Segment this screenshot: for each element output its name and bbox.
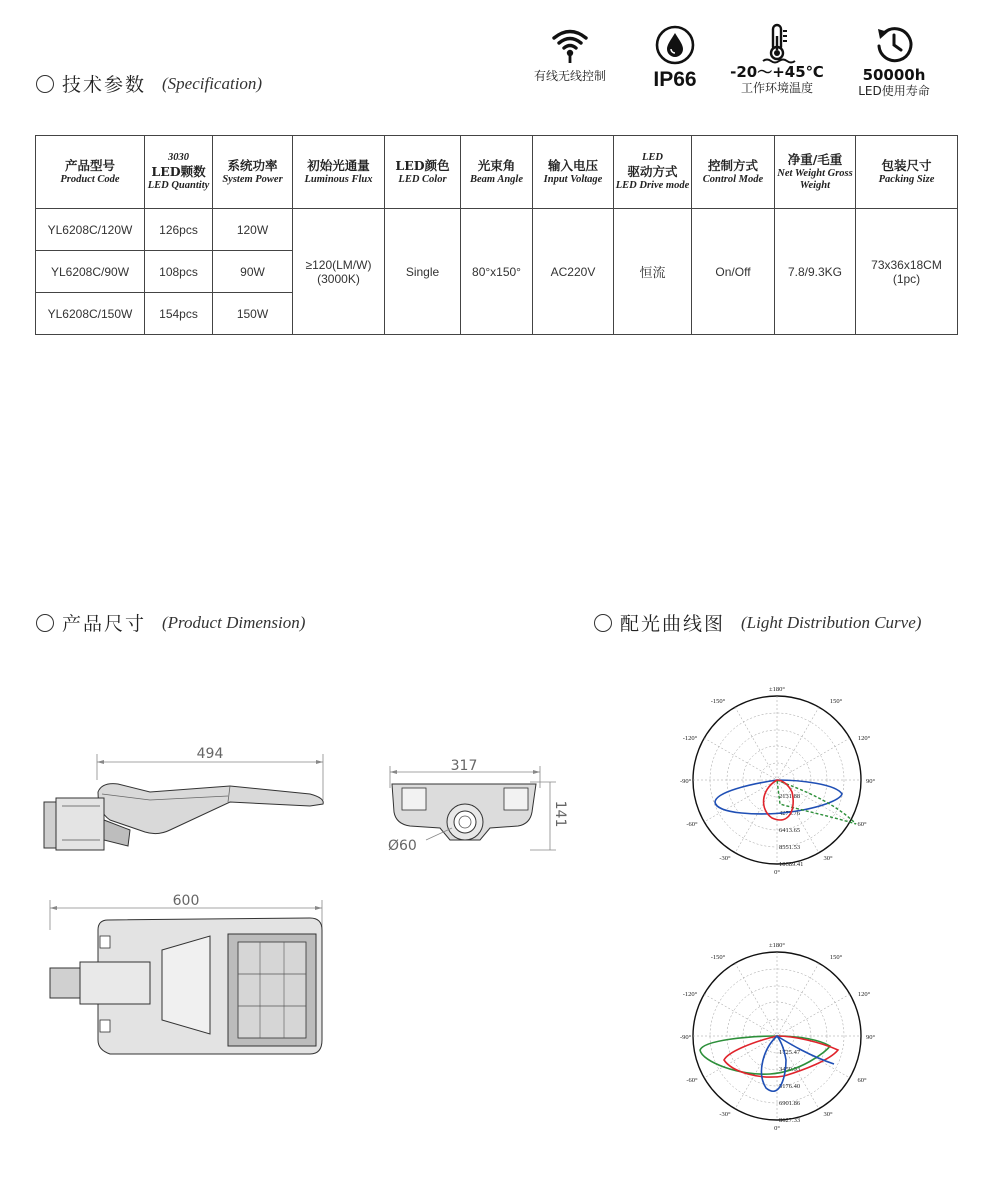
light-curve-title-cn: 配光曲线图	[620, 613, 726, 635]
header-cn: 控制方式	[707, 158, 758, 173]
wifi-remote-icon	[550, 24, 590, 64]
header-en: LED Color	[398, 174, 447, 185]
ring-label: 2131.88	[779, 793, 801, 800]
header-pre: 3030	[168, 152, 189, 163]
cell-input-voltage: AC220V	[533, 209, 614, 335]
angle-label: -30°	[719, 1111, 731, 1118]
cell-product-code: YL6208C/150W	[36, 293, 145, 335]
header-en: LED Quantity	[147, 180, 210, 191]
angle-label: 150°	[829, 698, 843, 705]
header-system-power	[213, 136, 293, 209]
header-en: Control Mode	[702, 174, 764, 185]
ring-label: 3450.93	[779, 1066, 801, 1073]
feature-ip66	[630, 24, 720, 92]
feature-temperature	[722, 22, 832, 96]
flux-line-2: (3000K)	[317, 271, 360, 286]
cell-led-quantity: 126pcs	[145, 209, 213, 251]
cell-weight: 7.8/9.3KG	[775, 209, 856, 335]
header-en: LED Drive mode	[615, 180, 690, 191]
cell-system-power: 120W	[213, 209, 293, 251]
angle-label: -90°	[680, 1034, 692, 1041]
ring-label: 1725.47	[779, 1049, 801, 1056]
angle-label: -60°	[686, 1077, 698, 1084]
cell-packing-size	[856, 209, 958, 335]
header-en: Net Weight Gross Weight	[777, 168, 853, 191]
header-cn: LED颜色	[395, 158, 450, 173]
angle-label: 30°	[823, 1111, 833, 1118]
angle-label: ±180°	[769, 942, 785, 949]
feature-temperature-label: 工作环境温度	[740, 81, 813, 95]
header-input-voltage	[533, 136, 614, 209]
polar-chart-2	[680, 936, 876, 1136]
angle-label: 120°	[857, 735, 871, 742]
ring-label: 10689.41	[779, 861, 804, 868]
side-view-drawing	[40, 740, 340, 870]
angle-label: -60°	[686, 821, 698, 828]
header-cn: 产品型号	[64, 158, 115, 173]
angle-label: 60°	[857, 821, 867, 828]
ring-label: 6901.86	[779, 1100, 801, 1107]
cell-system-power: 90W	[213, 251, 293, 293]
header-control-mode	[692, 136, 775, 209]
header-en: Input Voltage	[543, 174, 603, 185]
angle-label: 0°	[774, 1125, 780, 1132]
cell-control-mode: On/Off	[692, 209, 775, 335]
cell-led-quantity: 108pcs	[145, 251, 213, 293]
angle-label: ±180°	[769, 686, 785, 693]
feature-ip66-label: IP66	[653, 68, 697, 91]
angle-label: -150°	[710, 698, 726, 705]
table-row	[36, 209, 958, 251]
angle-label: 120°	[857, 991, 871, 998]
pack-line-2: (1pc)	[892, 271, 921, 286]
feature-lifetime-label: LED使用寿命	[858, 84, 930, 98]
spec-section-title	[36, 70, 262, 97]
spec-title-en: (Specification)	[162, 73, 263, 93]
header-en: Packing Size	[878, 174, 935, 185]
dimension-title-en: (Product Dimension)	[162, 612, 306, 632]
angle-label: 90°	[866, 1034, 876, 1041]
feature-lifetime	[842, 24, 946, 99]
header-luminous-flux	[293, 136, 385, 209]
header-weight	[775, 136, 856, 209]
header-cn: 系统功率	[227, 158, 278, 173]
front-view-drawing	[380, 752, 570, 862]
angle-label: -90°	[680, 778, 692, 785]
angle-label: 60°	[857, 1077, 867, 1084]
light-curve-section-title	[594, 609, 921, 636]
angle-label: 30°	[823, 855, 833, 862]
cell-led-quantity: 154pcs	[145, 293, 213, 335]
polar-chart-1	[680, 680, 876, 880]
top-view-drawing	[40, 890, 340, 1065]
spec-table	[35, 135, 958, 335]
clock-icon	[874, 24, 914, 64]
header-cn: 输入电压	[547, 158, 598, 173]
cell-drive-mode: 恒流	[614, 209, 692, 335]
spec-title-cn: 技术参数	[62, 74, 147, 96]
cell-led-color: Single	[385, 209, 461, 335]
angle-label: -30°	[719, 855, 731, 862]
light-curve-title-en: (Light Distribution Curve)	[741, 612, 922, 632]
dim-pole-diameter: Ø60	[388, 838, 417, 854]
header-packing-size	[856, 136, 958, 209]
table-header-row	[36, 136, 958, 209]
feature-wireless	[520, 24, 620, 84]
dimension-title-cn: 产品尺寸	[62, 613, 147, 635]
angle-label: -120°	[682, 991, 698, 998]
header-drive-mode	[614, 136, 692, 209]
cell-beam-angle: 80°x150°	[461, 209, 533, 335]
section-bullet-icon	[36, 614, 54, 632]
ring-label: 6413.65	[779, 827, 801, 834]
ring-label: 8551.53	[779, 844, 801, 851]
angle-label: -120°	[682, 735, 698, 742]
header-beam-angle	[461, 136, 533, 209]
angle-label: 90°	[866, 778, 876, 785]
thermometer-icon	[757, 22, 797, 64]
cell-system-power: 150W	[213, 293, 293, 335]
header-en: System Power	[222, 174, 283, 185]
angle-label: 150°	[829, 954, 843, 961]
header-cn: 光束角	[477, 158, 516, 173]
dimension-section-title	[36, 609, 305, 636]
ring-label: 4275.76	[779, 810, 801, 817]
header-en: Beam Angle	[470, 174, 523, 185]
angle-label: 0°	[774, 869, 780, 876]
header-en: Luminous Flux	[304, 174, 373, 185]
feature-temperature-value: -20～+45℃	[730, 63, 824, 81]
water-drop-icon	[654, 24, 696, 66]
section-bullet-icon	[594, 614, 612, 632]
header-cn: 包装尺寸	[881, 158, 932, 173]
header-cn: 初始光通量	[307, 158, 370, 173]
header-cn: 净重/毛重	[787, 152, 843, 167]
dim-front-height: 141	[552, 800, 568, 828]
ring-label: 5176.40	[779, 1083, 801, 1090]
ring-label: 8627.33	[779, 1117, 801, 1124]
dim-front-width: 317	[450, 758, 478, 774]
cell-luminous-flux	[293, 209, 385, 335]
section-bullet-icon	[36, 75, 54, 93]
cell-product-code: YL6208C/90W	[36, 251, 145, 293]
header-cn: LED颗数	[151, 164, 206, 179]
header-product-code	[36, 136, 145, 209]
header-cn: 驱动方式	[627, 164, 678, 179]
header-pre: LED	[642, 152, 663, 163]
feature-wireless-label: 有线无线控制	[533, 69, 606, 83]
dim-side-length: 494	[196, 746, 224, 762]
pack-line-1: 73x36x18CM	[871, 257, 942, 272]
angle-label: -150°	[710, 954, 726, 961]
flux-line-1: ≥120(LM/W)	[305, 257, 372, 272]
header-led-quantity	[145, 136, 213, 209]
cell-product-code: YL6208C/120W	[36, 209, 145, 251]
header-led-color	[385, 136, 461, 209]
feature-lifetime-value: 50000h	[862, 66, 926, 84]
header-en: Product Code	[60, 174, 120, 185]
dim-top-length: 600	[172, 893, 200, 909]
